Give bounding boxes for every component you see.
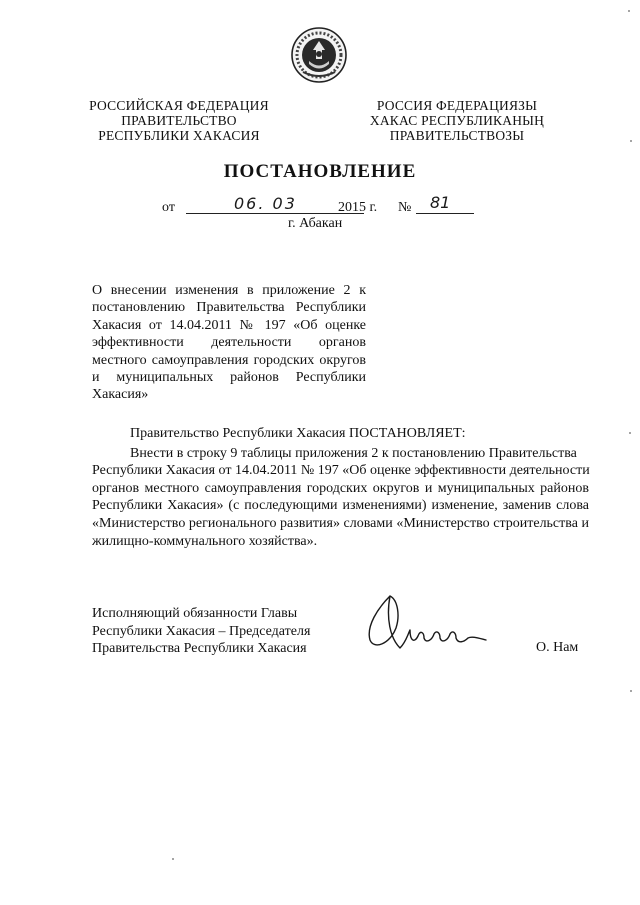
subject-line: Хакасия от 14.04.2011 № 197 «Об оценке <box>92 317 366 333</box>
date-prefix: от <box>162 200 175 215</box>
header-right-block <box>364 98 550 143</box>
document-title: ПОСТАНОВЛЕНИЕ <box>223 161 417 182</box>
position-line: Исполняющий обязанности Главы <box>92 606 298 621</box>
paragraph-first-line: Внести в строку 9 таблицы приложения 2 к постановлению Правительства <box>130 445 577 461</box>
resolution-statement: Правительство Республики Хакасия ПОСТАНОВЛЯЕТ: <box>130 426 466 441</box>
subject-line: и муниципальных районов Республики <box>92 370 366 386</box>
city-label: г. Абакан <box>288 216 343 231</box>
subject-heading <box>92 282 366 404</box>
header-right-line: ХАКАС РЕСПУБЛИКАНЫҢ <box>369 113 545 128</box>
position-line: Правительства Республики Хакасия <box>92 641 307 657</box>
scan-speck <box>630 140 632 142</box>
paragraph-line: «Министерство регионального развития» словами «Министерство строительства и <box>92 515 589 531</box>
position-line: Республики Хакасия – Председателя <box>92 623 311 639</box>
paragraph-line: органов местного самоуправления городских округов и муниципальных районов <box>92 480 589 496</box>
year-label: 2015 г. <box>338 200 378 215</box>
scan-speck <box>629 432 631 434</box>
handwritten-number: 81 <box>430 193 451 212</box>
signatory-position <box>92 605 310 658</box>
header-left-line: РЕСПУБЛИКИ ХАКАСИЯ <box>98 128 260 143</box>
handwritten-signature <box>360 588 490 663</box>
signer-name: О. Нам <box>536 640 579 655</box>
date-number-line <box>162 193 482 218</box>
scan-speck <box>172 858 174 860</box>
number-sign: № <box>398 200 412 215</box>
paragraph-line: жилищно-коммунального хозяйства». <box>92 533 318 549</box>
header-right-line: ПРАВИТЕЛЬСТВОЗЫ <box>389 128 525 143</box>
paragraph-line: Республики Хакасия» (с последующими изменениями) изменение, заменив слова <box>92 498 589 514</box>
handwritten-date: 06. 03 <box>234 194 297 213</box>
header-left-block <box>86 98 272 143</box>
paragraph-line: Республики Хакасия от 14.04.2011 № 197 «Об оценке эффективности деятельности <box>92 463 590 479</box>
coat-of-arms-icon <box>290 26 348 84</box>
scan-speck <box>628 10 630 12</box>
header-left-line: ПРАВИТЕЛЬСТВО <box>121 113 237 128</box>
subject-line: постановлению Правительства Республики <box>92 300 366 316</box>
number-underline <box>416 213 474 214</box>
subject-line: Хакасия» <box>92 387 149 403</box>
resolution-body <box>92 425 589 550</box>
subject-line: О внесении изменения в приложение 2 к <box>92 283 366 298</box>
subject-line: эффективности деятельности органов <box>92 335 366 351</box>
header-left-line: РОССИЙСКАЯ ФЕДЕРАЦИЯ <box>89 98 269 113</box>
subject-line: местного самоуправления городских округов <box>92 352 366 368</box>
header-right-line: РОССИЯ ФЕДЕРАЦИЯЗЫ <box>376 98 538 113</box>
scan-speck <box>630 690 632 692</box>
